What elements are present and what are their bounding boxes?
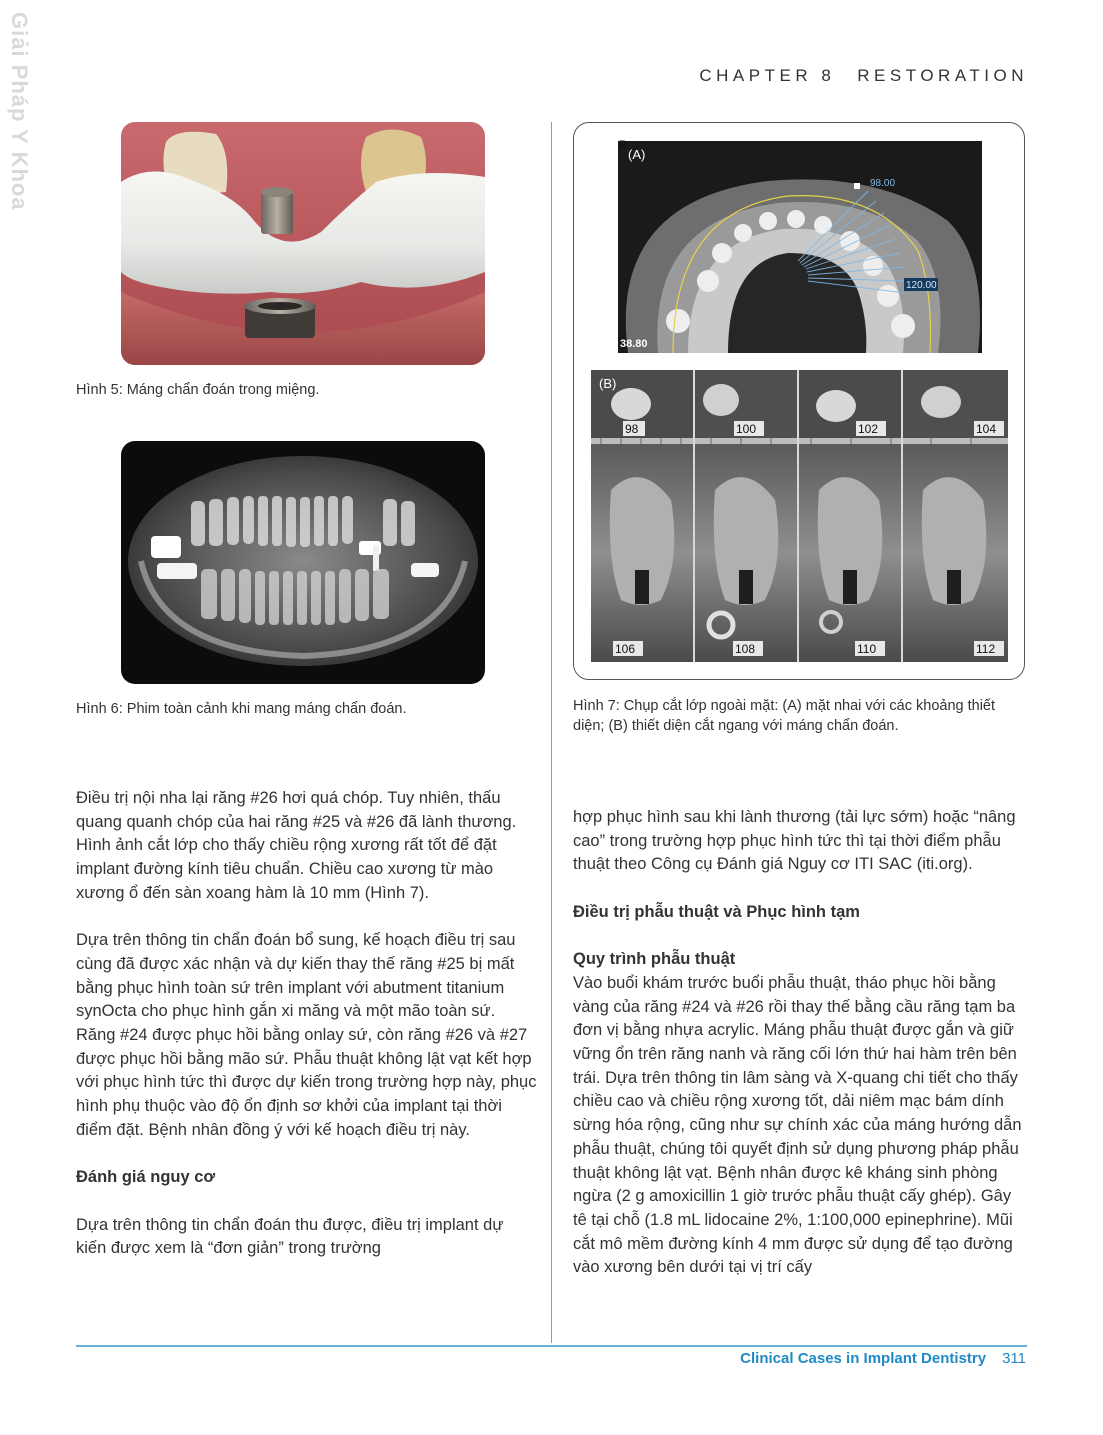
right-column (573, 806, 1028, 1280)
ct-a-corner-marker: R (619, 139, 627, 151)
footer-rule (76, 1345, 1027, 1347)
ct-cross-sections (591, 370, 1008, 662)
chapter-label: CHAPTER 8 (699, 66, 836, 85)
figure-6-panoramic-radiograph (121, 441, 485, 684)
ct-b-top-label: 104 (976, 422, 997, 436)
ct-b-top-label: 100 (736, 422, 757, 436)
ct-axial-image (618, 141, 982, 353)
paragraph: Điều trị nội nha lại răng #26 hơi quá chóp. Tuy nhiên, thấu quang quanh chóp của hai răng #25 và #26 đã lành thương. Hình ảnh cắt lớp cho thấy chiều rộng xương rất tốt để đặt implant đường kính tiêu chuẩn. Chiều cao xương từ mào xương ổ đến sàn xoang hàm là 10 mm (Hình 7). (76, 789, 517, 902)
panoramic-xray-image (121, 441, 485, 684)
section-label: RESTORATION (857, 66, 1028, 85)
ct-a-measure-bottom: 38.80 (620, 338, 648, 350)
column-divider (551, 122, 552, 1343)
watermark-text: Giải Pháp Y Khoa (7, 12, 32, 211)
section-heading-surgery: Điều trị phẫu thuật và Phục hình tạm (573, 902, 860, 921)
intraoral-photo-image (121, 122, 485, 365)
paragraph: hợp phục hình sau khi lành thương (tải lực sớm) hoặc “nâng cao” trong trường hợp phục hình tức thì tại thời điểm phẫu thuật theo Công cụ Đánh giá Nguy cơ ITI SAC (iti.org). (573, 808, 1016, 874)
ct-a-measure-top: 98.00 (870, 178, 896, 189)
page-footer (740, 1350, 1026, 1367)
ct-a-measure-side: 120.00 (906, 280, 937, 291)
ct-axial-view (618, 141, 982, 353)
book-title: Clinical Cases in Implant Dentistry (740, 1350, 987, 1367)
ct-b-top-label: 102 (858, 422, 879, 436)
ct-b-top-label: 98 (625, 422, 639, 436)
page-number: 311 (1002, 1350, 1026, 1367)
figure-5-intraoral-photo (121, 122, 485, 365)
paragraph: Vào buổi khám trước buổi phẫu thuật, tháo phục hồi bằng vàng của răng #24 và #26 rồi thay thế bằng cầu răng tạm ba đơn vị bằng nhựa acrylic. Máng phẫu thuật được gắn và giữ vững ổn trên răng nanh và răng cối lớn thứ hai hàm trên bên trái. Dựa trên thông tin lâm sàng và X-quang chi tiết cho thấy chiều cao và chiều rộng xương tốt, dải niêm mạc bám dính sừng hóa rộng, cũng như sự chính xác của máng hướng dẫn phẫu thuật, chúng tôi quyết định sử dụng phương pháp phẫu thuật không lật vạt. Bệnh nhân được kê kháng sinh phòng ngừa (2 g amoxicillin 1 giờ trước phẫu thuật cấy ghép). Gây tê tại chỗ (1.8 mL lidocaine 2%, 1:100,000 epinephrine). Mũi cắt mô mềm đường kính 4 mm được sử dụng để tạo đường vào xương bên dưới tại vị trí cấy (573, 973, 1022, 1277)
figure-7-caption: Hình 7: Chụp cắt lớp ngoài mặt: (A) mặt nhai với các khoảng thiết diện; (B) thiết diện cắt ngang với máng chẩn đoán. (573, 698, 996, 734)
left-column (76, 787, 538, 1261)
ct-a-label: (A) (628, 147, 646, 162)
ct-b-bottom-label: 106 (615, 642, 636, 656)
paragraph: Dựa trên thông tin chẩn đoán bổ sung, kế hoạch điều trị sau cùng đã được xác nhận và dự kiến thay thế răng #25 bị mất bằng phục hình toàn sứ trên implant với abutment titanium synOcta cho phục hình gắn xi măng và một mão toàn sứ. Răng #24 được phục hồi bằng onlay sứ, còn răng #26 và #27 được phục hồi bằng mão sứ. Phẫu thuật không lật vạt kết hợp với phục hình tức thì được dự kiến trong trường hợp này, phục hình phụ thuộc vào độ ổn định sơ khởi của implant tại thời điểm đặt. Bệnh nhân đồng ý với kế hoạch điều trị này. (76, 931, 537, 1139)
ct-b-bottom-label: 112 (976, 642, 996, 656)
ct-b-bottom-label: 108 (735, 642, 756, 656)
ct-b-label: (B) (599, 376, 617, 391)
figure-5-caption: Hình 5: Máng chẩn đoán trong miệng. (76, 382, 320, 398)
ct-cross-section-image (591, 370, 1008, 662)
subheading-procedure: Quy trình phẫu thuật (573, 950, 736, 969)
figure-6-caption: Hình 6: Phim toàn cảnh khi mang máng chẩn đoán. (76, 701, 407, 717)
running-header (699, 66, 1028, 86)
ct-b-bottom-label: 110 (857, 642, 877, 656)
section-heading-risk: Đánh giá nguy cơ (76, 1168, 216, 1187)
paragraph: Dựa trên thông tin chẩn đoán thu được, điều trị implant dự kiến được xem là “đơn giản” trong trường (76, 1215, 504, 1258)
